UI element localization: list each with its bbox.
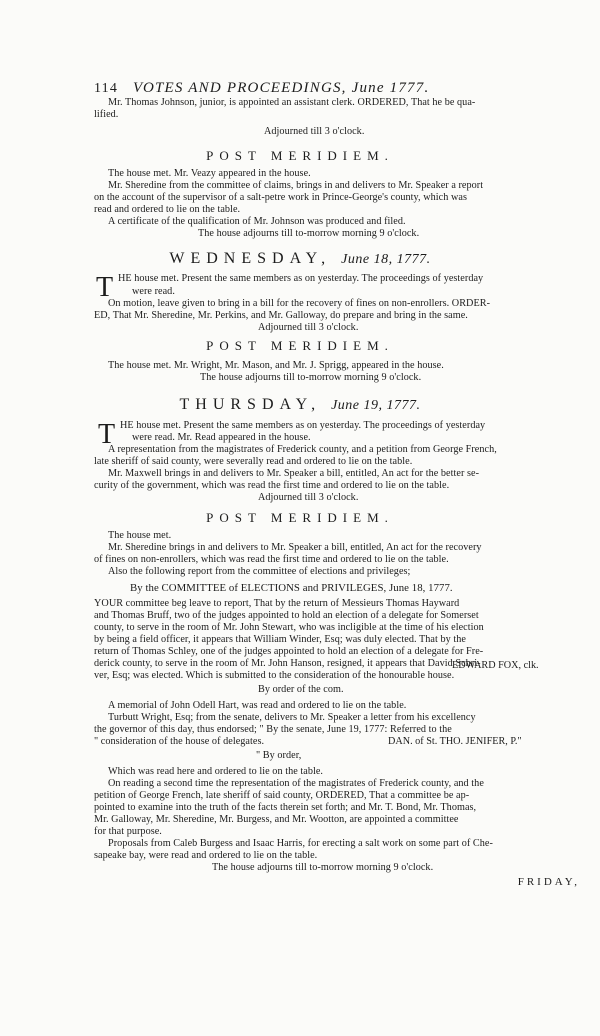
paragraph-line: Mr. Sheredine brings in and delivers to Mr. Speaker a bill, entitled, An act for the recovery <box>108 542 482 553</box>
drop-cap: T <box>96 272 114 303</box>
paragraph-line: read and ordered to lie on the table. <box>94 204 241 215</box>
paragraph-line: of fines on non-enrollers, which was read the first time and ordered to lie on the table. <box>94 554 449 565</box>
day-date: June 18, 1777. <box>341 252 431 267</box>
paragraph-line: A representation from the magistrates of Frederick county, and a petition from George French, <box>108 444 497 455</box>
page-number: 114 <box>94 81 119 96</box>
paragraph-line: return of Thomas Schley, one of the judges appointed to hold an election of a delegate for Fre- <box>94 646 484 657</box>
paragraph-line: lified. <box>94 109 119 120</box>
paragraph-line: The house met. Mr. Wright, Mr. Mason, and Mr. J. Sprigg, appeared in the house. <box>108 360 444 371</box>
day-date: June 19, 1777. <box>331 398 421 413</box>
paragraph-line: Turbutt Wright, Esq; from the senate, delivers to Mr. Speaker a letter from his excellency <box>108 712 476 723</box>
paragraph-line: were read. <box>132 286 175 297</box>
paragraph-line: sapeake bay, were read and ordered to lie on the table. <box>94 850 318 861</box>
running-head <box>94 80 429 97</box>
paragraph-line: for that purpose. <box>94 826 162 837</box>
by-order-line: By order of the com. <box>258 684 344 695</box>
paragraph-line: The house met. Mr. Veazy appeared in the house. <box>108 168 311 179</box>
paragraph-line: and Thomas Bruff, two of the judges appointed to hold an election of a delegate for Somerset <box>94 610 479 621</box>
paragraph-line: Also the following report from the committee of elections and privileges; <box>108 566 411 577</box>
catchword: FRIDAY, <box>517 876 580 888</box>
paragraph-line: derick county, to serve in the room of Mr. John Hanson, resigned, it appears that David Schri- <box>94 658 481 669</box>
paragraph-line: ED, That Mr. Sheredine, Mr. Perkins, and Mr. Galloway, do prepare and bring in the same. <box>94 310 468 321</box>
paragraph-line: HE house met. Present the same members as on yesterday. The proceedings of yesterday <box>118 273 484 284</box>
paragraph-line: " consideration of the house of delegates. <box>94 736 265 747</box>
paragraph-line: Proposals from Caleb Burgess and Isaac Harris, for erecting a salt work on some part of Che- <box>108 838 493 849</box>
day-heading-thursday <box>0 396 600 414</box>
paragraph-line: Mr. Sheredine from the committee of claims, brings in and delivers to Mr. Speaker a report <box>108 180 484 191</box>
adjournment-line: The house adjourns till to-morrow morning 9 o'clock. <box>212 862 434 873</box>
paragraph-line: late sheriff of said county, were severally read and ordered to lie on the table. <box>94 456 413 467</box>
section-heading-post-meridiem: POST MERIDIEM. <box>206 338 394 353</box>
day-name: WEDNESDAY, <box>169 250 332 267</box>
section-heading-post-meridiem: POST MERIDIEM. <box>206 510 394 525</box>
drop-cap: T <box>98 419 116 450</box>
paragraph-line: Mr. Maxwell brings in and delivers to Mr. Speaker a bill, entitled, An act for the better se- <box>108 468 480 479</box>
adjournment-line: Adjourned till 3 o'clock. <box>258 322 359 333</box>
paragraph-line: The house met. <box>108 530 172 541</box>
committee-heading: By the COMMITTEE of ELECTIONS and PRIVILEGES, June 18, 1777. <box>130 582 453 594</box>
paragraph-line: YOUR committee beg leave to report, That by the return of Messieurs Thomas Hayward <box>94 598 460 609</box>
day-heading-wednesday <box>0 250 600 268</box>
adjournment-line: Adjourned till 3 o'clock. <box>258 492 359 503</box>
paragraph-line: On reading a second time the representation of the magistrates of Frederick county, and the <box>108 778 484 789</box>
paragraph-line: A certificate of the qualification of Mr. Johnson was produced and filed. <box>108 216 406 227</box>
paragraph-line: Mr. Thomas Johnson, junior, is appointed an assistant clerk. ORDERED, That he be qua- <box>108 97 476 108</box>
signature-president: DAN. of St. THO. JENIFER, P." <box>388 736 522 747</box>
signature-clerk: EDWARD FOX, clk. <box>452 660 539 671</box>
adjournment-line: The house adjourns till to-morrow morning 9 o'clock. <box>198 228 420 239</box>
section-heading-post-meridiem: POST MERIDIEM. <box>206 148 394 163</box>
paragraph-line: pointed to examine into the truth of the facts therein set forth; and Mr. T. Bond, Mr. Thomas, <box>94 802 477 813</box>
day-name: THURSDAY, <box>179 396 322 413</box>
paragraph-line: A memorial of John Odell Hart, was read and ordered to lie on the table. <box>108 700 407 711</box>
adjournment-line: Adjourned till 3 o'clock. <box>264 126 365 137</box>
paragraph-line: the governor of this day, thus endorsed; " By the senate, June 19, 1777: Referred to the <box>94 724 452 735</box>
paragraph-line: were read. Mr. Read appeared in the house. <box>132 432 311 443</box>
paragraph-line: Mr. Galloway, Mr. Sheredine, Mr. Burgess, and Mr. Wootton, are appointed a committee <box>94 814 459 825</box>
paragraph-line: on the account of the supervisor of a salt-petre work in Prince-George's county, which was <box>94 192 467 203</box>
paragraph-line: by being a field officer, it appears that William Winder, Esq; was duly elected. That by the <box>94 634 466 645</box>
paragraph-line: petition of George French, late sheriff of said county, ORDERED, That a committee be ap- <box>94 790 470 801</box>
adjournment-line: The house adjourns till to-morrow morning 9 o'clock. <box>200 372 422 383</box>
paragraph-line: curity of the government, which was read the first time and ordered to lie on the table. <box>94 480 450 491</box>
paragraph-line: Which was read here and ordered to lie on the table. <box>108 766 324 777</box>
paragraph-line: county, to serve in the room of Mr. John Stewart, who was incligible at the time of his election <box>94 622 484 633</box>
paragraph-line: ver, Esq; was elected. Which is submitted to the consideration of the honourable house. <box>94 670 455 681</box>
paragraph-line: HE house met. Present the same members as on yesterday. The proceedings of yesterday <box>120 420 486 431</box>
by-order-line: " By order, <box>256 750 302 761</box>
running-title: VOTES AND PROCEEDINGS, June 1777. <box>133 80 430 96</box>
paragraph-line: On motion, leave given to bring in a bill for the recovery of fines on non-enrollers. ORDER- <box>108 298 491 309</box>
